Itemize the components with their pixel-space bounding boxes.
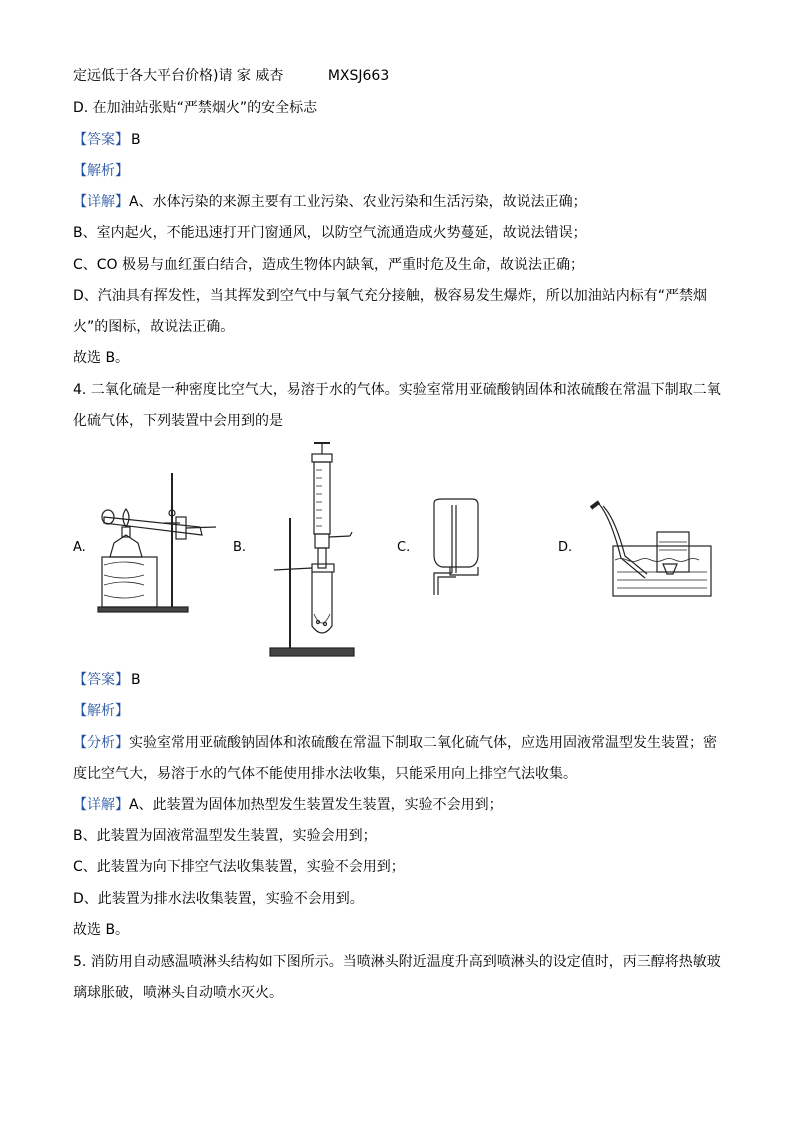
text-line [73,66,389,86]
answer-tag: 【答案】 [73,132,129,148]
option-d: D. 在加油站张贴“严禁烟火”的安全标志 [73,100,318,116]
analysis-1 [73,733,717,753]
analysis-tag: 【分析】 [73,735,129,751]
apparatus-b-drawing [262,440,362,658]
question-4b: 化硫气体，下列装置中会用到的是 [73,413,283,429]
select-2: 故选 B。 [73,922,130,938]
detail-d1b: 火”的图标，故说法正确。 [73,319,235,335]
analysis-text: 实验室常用亚硫酸钠固体和浓硫酸在常温下制取二氧化硫气体，应选用固液常温型发生装置；密 [129,735,717,751]
detail-1 [73,192,587,212]
detail-b1: B、室内起火，不能迅速打开门窗通风，以防空气流通造成火势蔓延，故说法错误； [73,225,587,241]
answer-tag: 【答案】 [73,672,129,688]
answer-2 [73,670,141,690]
detail-tag: 【详解】 [73,194,129,210]
detail-c1: C、CO 极易与血红蛋白结合，造成生物体内缺氧，严重时危及生命，故说法正确； [73,257,585,273]
analysis-tag-1: 【解析】 [73,163,129,179]
analysis-tag-2: 【解析】 [73,703,129,719]
apparatus-a-drawing [90,465,225,615]
detail-2 [73,795,503,815]
answer-value: B [131,672,141,688]
figure-b-label: B. [233,540,247,555]
apparatus-d-drawing [585,498,720,603]
detail-tag: 【详解】 [73,797,129,813]
analysis-2: 度比空气大，易溶于水的气体不能使用排水法收集，只能采用向上排空气法收集。 [73,766,577,782]
select-1: 故选 B。 [73,350,130,366]
code-text: MXSJ663 [327,68,390,84]
figure-d-label: D. [558,540,573,555]
detail-text: A、此装置为固体加热型发生装置发生装置，实验不会用到； [129,797,503,813]
answer-1 [73,130,141,150]
question-5b: 璃球胀破，喷淋头自动喷水灭火。 [73,985,283,1001]
detail-text: A、水体污染的来源主要有工业污染、农业污染和生活污染，故说法正确； [129,194,587,210]
detail-b2: B、此装置为固液常温型发生装置，实验会用到； [73,828,377,844]
answer-value: B [131,132,141,148]
detail-d2: D、此装置为排水法收集装置，实验不会用到。 [73,891,364,907]
detail-d1: D、汽油具有挥发性，当其挥发到空气中与氧气充分接触，极容易发生爆炸，所以加油站内标有“严禁烟 [73,288,708,304]
question-5a: 5. 消防用自动感温喷淋头结构如下图所示。当喷淋头附近温度升高到喷淋头的设定值时，丙三醇将热敏玻 [73,954,721,970]
figure-c-label: C. [397,540,411,555]
question-4a: 4. 二氧化硫是一种密度比空气大，易溶于水的气体。实验室常用亚硫酸钠固体和浓硫酸在常温下制取二氧 [73,382,721,398]
line-text: 定远低于各大平台价格)请 家 威杏 [73,68,284,84]
figure-a-label: A. [73,540,86,555]
apparatus-c-drawing [428,495,493,600]
detail-c2: C、此装置为向下排空气法收集装置，实验不会用到； [73,859,405,875]
